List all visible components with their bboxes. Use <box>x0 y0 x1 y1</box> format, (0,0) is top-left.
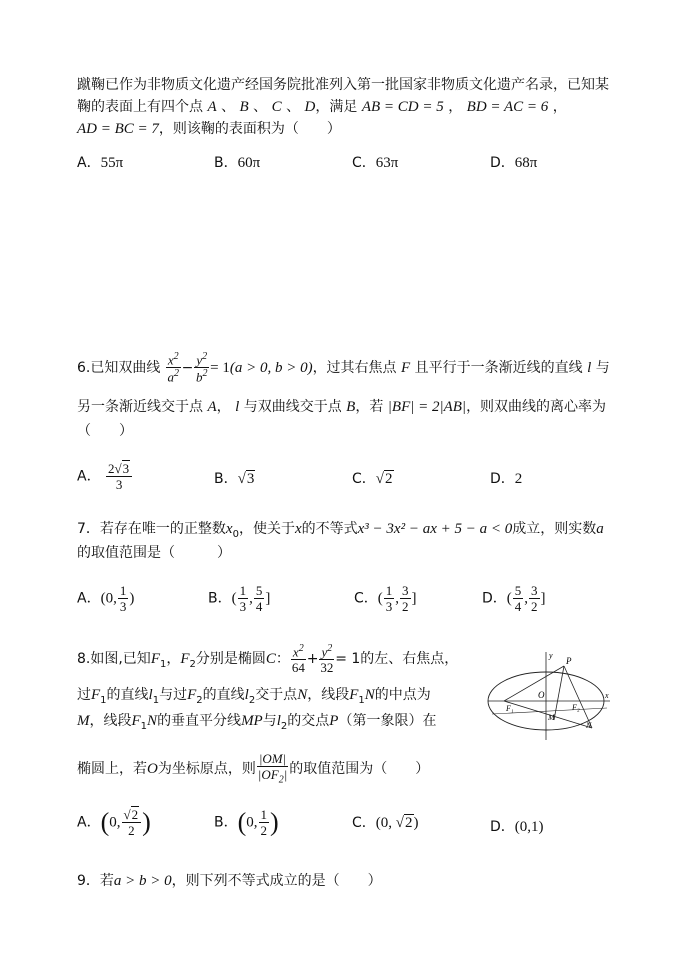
line-mp <box>554 666 564 720</box>
q6-line2: 另一条渐近线交于点 A， l 与双曲线交于点 B，若 |BF| = 2|AB|，则双曲线的离心率为 <box>77 399 607 415</box>
q6-option-d[interactable]: D．2 <box>490 471 523 487</box>
label-y: y <box>549 651 553 660</box>
q7-option-a[interactable]: A．(0, $\frac{1}{3}$ ) <box>77 583 135 614</box>
ellipse-diagram <box>482 648 612 743</box>
q5-line3: AD = BC = 7，则该鞠的表面积为（ ） <box>77 121 341 137</box>
q7-line2: 的取值范围是（ ） <box>77 545 231 561</box>
q5-option-a[interactable]: A．55π <box>77 155 124 171</box>
q6-frac-x2-a2: $\frac{x^2}{a^2}$ <box>167 351 179 385</box>
q8-line1: 8.如图,已知$F_1$，$F_2$分别是椭圆C： $\frac{x^2}{64}$ + $\frac{y^2}{32}$ = 1的左、右焦点， <box>77 643 459 676</box>
q8-option-d[interactable]: D．(0,1) <box>490 819 544 835</box>
q7-line1: 7．若存在唯一的正整数$x_0$，使关于x的不等式x³ − 3x² − ax + 5 − a < 0成立，则实数a <box>77 521 604 540</box>
q5-option-c[interactable]: C．63π <box>352 155 399 171</box>
q8-option-b[interactable]: B．(0, $\frac{1}{2}$ ) <box>214 807 279 838</box>
label-m: M <box>548 713 555 722</box>
label-f2: F₂ <box>572 703 580 712</box>
q9-line1: 9．若a > b > 0，则下列不等式成立的是（ ） <box>77 873 382 889</box>
q6-option-c[interactable]: C．√2 <box>352 471 393 487</box>
q8-option-c[interactable]: C．(0, √2) <box>352 815 419 831</box>
label-o: O <box>538 690 545 700</box>
label-x: x <box>605 691 609 700</box>
q8-option-a[interactable]: A．(0, $\frac{√2}{2}$ ) <box>77 807 151 838</box>
q6-frac-y2-b2: $\frac{y^2}{b^2}$ <box>195 351 208 385</box>
q7-option-b[interactable]: B．( $\frac{1}{3}$ , $\frac{5}{4}$ ] <box>208 583 271 614</box>
label-n: N <box>586 721 592 730</box>
q8-line4: 椭圆上，若O为坐标原点，则 $\frac{|OM|}{|OF_2|}$ 的取值范围为（ ） <box>77 751 430 786</box>
label-f1: F₁ <box>506 704 514 713</box>
q6-option-a[interactable]: A． $\frac{2√3}{3}$ <box>77 462 133 491</box>
line-l2 <box>564 666 592 728</box>
q5-line1: 蹴鞠已作为非物质文化遗产经国务院批准列入第一批国家非物质文化遗产名录，已知某 <box>77 77 609 93</box>
q7-option-c[interactable]: C．( $\frac{1}{3}$ , $\frac{3}{2}$ ] <box>354 583 417 614</box>
q6-option-b[interactable]: B．√3 <box>214 471 255 487</box>
q6-line1: 6.已知双曲线 $\frac{x^2}{a^2}$ − $\frac{y^2}{b^2}$ = 1(a > 0, b > 0)，过其右焦点 F 且平行于一条渐近线的直线 l 与 <box>77 351 610 385</box>
q6-line3: （ ） <box>77 423 133 439</box>
q5-line2: 鞠的表面上有四个点 A 、 B 、 C 、 D，满足 AB = CD = 5 ， BD = AC = 6 ， <box>77 99 567 115</box>
label-p: P <box>566 656 572 666</box>
q8-line2: 过$F_1$的直线$l_1$与过$F_2$的直线$l_2$交于点N，线段$F_1N$的中点为 <box>77 687 431 706</box>
q5-option-b[interactable]: B．60π <box>214 155 261 171</box>
q5-option-d[interactable]: D．68π <box>490 155 538 171</box>
q8-line3: M，线段$F_1N$的垂直平分线MP与$l_2$的交点P（第一象限）在 <box>77 713 437 732</box>
line-f1-p <box>504 666 564 701</box>
q7-option-d[interactable]: D．( $\frac{5}{4}$ , $\frac{3}{2}$ ] <box>482 583 546 614</box>
